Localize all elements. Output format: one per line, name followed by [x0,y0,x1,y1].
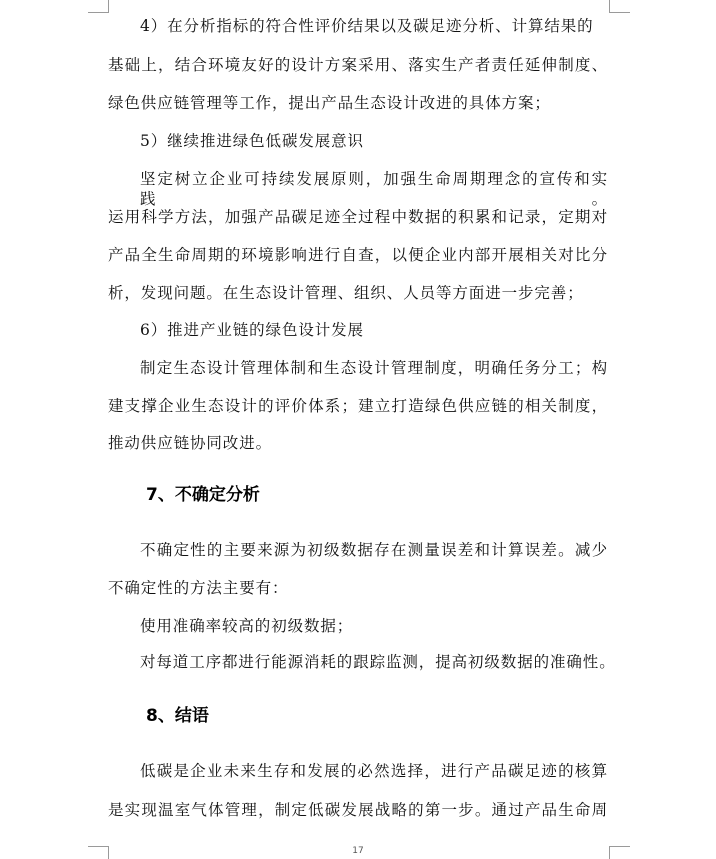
list-item-6-title: 6）推进产业链的绿色设计发展 [140,321,364,339]
list-item-4-line-1: 4）在分析指标的符合性评价结果以及碳足迹分析、计算结果的 [140,17,594,35]
page-number: 17 [352,846,364,856]
paragraph-8-line-1: 低碳是企业未来生存和发展的必然选择，进行产品碳足迹的核算 [140,762,608,780]
list-item-4-line-2: 基础上，结合环境友好的设计方案采用、落实生产者责任延伸制度、 [108,56,608,74]
paragraph-7-item-1: 使用准确率较高的初级数据； [140,617,354,635]
paragraph-8-line-2: 是实现温室气体管理，制定低碳发展战略的第一步。通过产品生命周 [108,801,608,819]
paragraph-7-line-1: 不确定性的主要来源为初级数据存在测量误差和计算误差。减少 [140,541,608,559]
paragraph-5-line-1: 坚定树立企业可持续发展原则，加强生命周期理念的宣传和实践。 [140,170,608,208]
section-heading-8: 8、结语 [146,706,209,726]
paragraph-6-line-1: 制定生态设计管理体制和生态设计管理制度，明确任务分工；构 [140,359,608,377]
paragraph-5-line-3: 产品全生命周期的环境影响进行自查，以便企业内部开展相关对比分 [108,246,608,264]
crop-mark-top-left [88,0,109,13]
crop-mark-top-right [609,0,630,13]
paragraph-6-line-3: 推动供应链协同改进。 [108,434,273,452]
section-heading-7: 7、不确定分析 [146,485,260,505]
paragraph-6-line-2: 建支撑企业生态设计的评价体系；建立打造绿色供应链的相关制度， [108,397,608,415]
list-item-5-title: 5）继续推进绿色低碳发展意识 [140,132,364,150]
paragraph-7-item-2: 对每道工序都进行能源消耗的跟踪监测，提高初级数据的准确性。 [140,653,616,671]
paragraph-5-line-4: 析，发现问题。在生态设计管理、组织、人员等方面进一步完善； [108,284,584,302]
list-item-4-line-3: 绿色供应链管理等工作，提出产品生态设计改进的具体方案； [108,94,551,112]
paragraph-7-line-2: 不确定性的方法主要有： [108,579,289,597]
paragraph-5-line-2: 运用科学方法，加强产品碳足迹全过程中数据的积累和记录，定期对 [108,208,608,226]
